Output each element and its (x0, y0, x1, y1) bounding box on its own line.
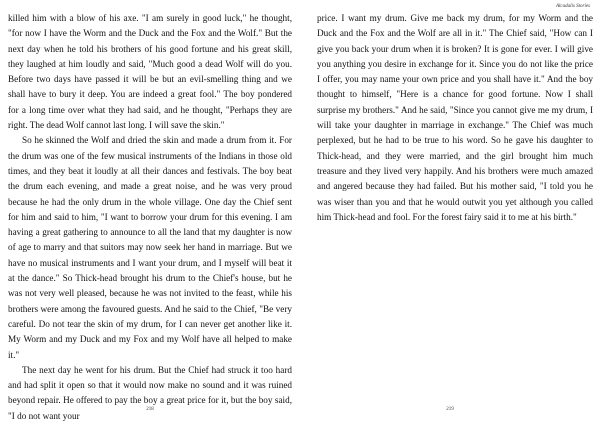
right-page (300, 0, 600, 424)
paragraph: The next day he went for his drum. But the Chief had struck it too hard and had split it open so that it would now make no sound and it was ruined beyond repair. He offered to pay the boy a great price for it, but the boy said, "I do not want your (8, 364, 292, 421)
running-head: Alcadalis Stories (555, 4, 590, 9)
page-number: 219 (446, 407, 454, 412)
page-number: 218 (146, 407, 154, 412)
paragraph: price. I want my drum. Give me back my drum, for my Worm and the Duck and the Fox and the Wolf are all in it." The Chief said, "How can I give you back your drum when it is broken? It is gone for ever. I will give you anything you desire in exchange for it. Since you do not like the price I offer, you may name your own price and you shall have it." And the boy thought to himself, "Here is a chance for good fortune. Now I shall surprise my brothers." And he said, "Since you cannot give me my drum, I will take your daughter in marriage in exchange." The Chief was much perplexed, but he had to be true to his word. So he gave his daughter to Thick-head, and they were married, and the girl brought him much treasure and they lived very happily. And his brothers were much amazed and angered because they had failed. But his mother said, "I told you he was wiser than you and that he would outwit you yet although you called him Thick-head and fool. For the forest fairy said it to me at his birth." (317, 13, 593, 222)
right-page-body (317, 11, 593, 225)
paragraph: killed him with a blow of his axe. "I am surely in good luck," he thought, "for now I have the Worm and the Duck and the Fox and the Wolf." But the next day when he told his brothers of his good fortune and his great skill, they laughed at him loudly and said, "Much good a dead Wolf will do you. Before two days have passed it will be but an evil-smelling thing and we shall have to bury it deep. You are indeed a great fool." The boy pondered for a long time over what they had said, and he thought, "Perhaps they are right. The dead Wolf cannot last long. I will save the skin." (8, 13, 292, 131)
paragraph: So he skinned the Wolf and dried the skin and made a drum from it. For the drum was one of the few musical instruments of the Indians in those old times, and they beat it loudly at all their dances and festivals. The boy beat the drum each evening, and made a great noise, and he was very proud because he had the only drum in the whole village. One day the Chief sent for him and said to him, "I want to borrow your drum for this evening. I am having a great gathering to announce to all the land that my daughter is now of age to marry and that suitors may now seek her hand in marriage. But we have no musical instruments and I want your drum, and I myself will beat it at the dance." So Thick-head brought his drum to the Chief's house, but he was not very well pleased, because he was not invited to the feast, while his brothers were among the favoured guests. And he said to the Chief, "Be very careful. Do not tear the skin of my drum, for I can never get another like it. My Worm and my Duck and my Fox and my Wolf have all helped to make it." (8, 135, 292, 360)
left-page-body (8, 11, 292, 424)
